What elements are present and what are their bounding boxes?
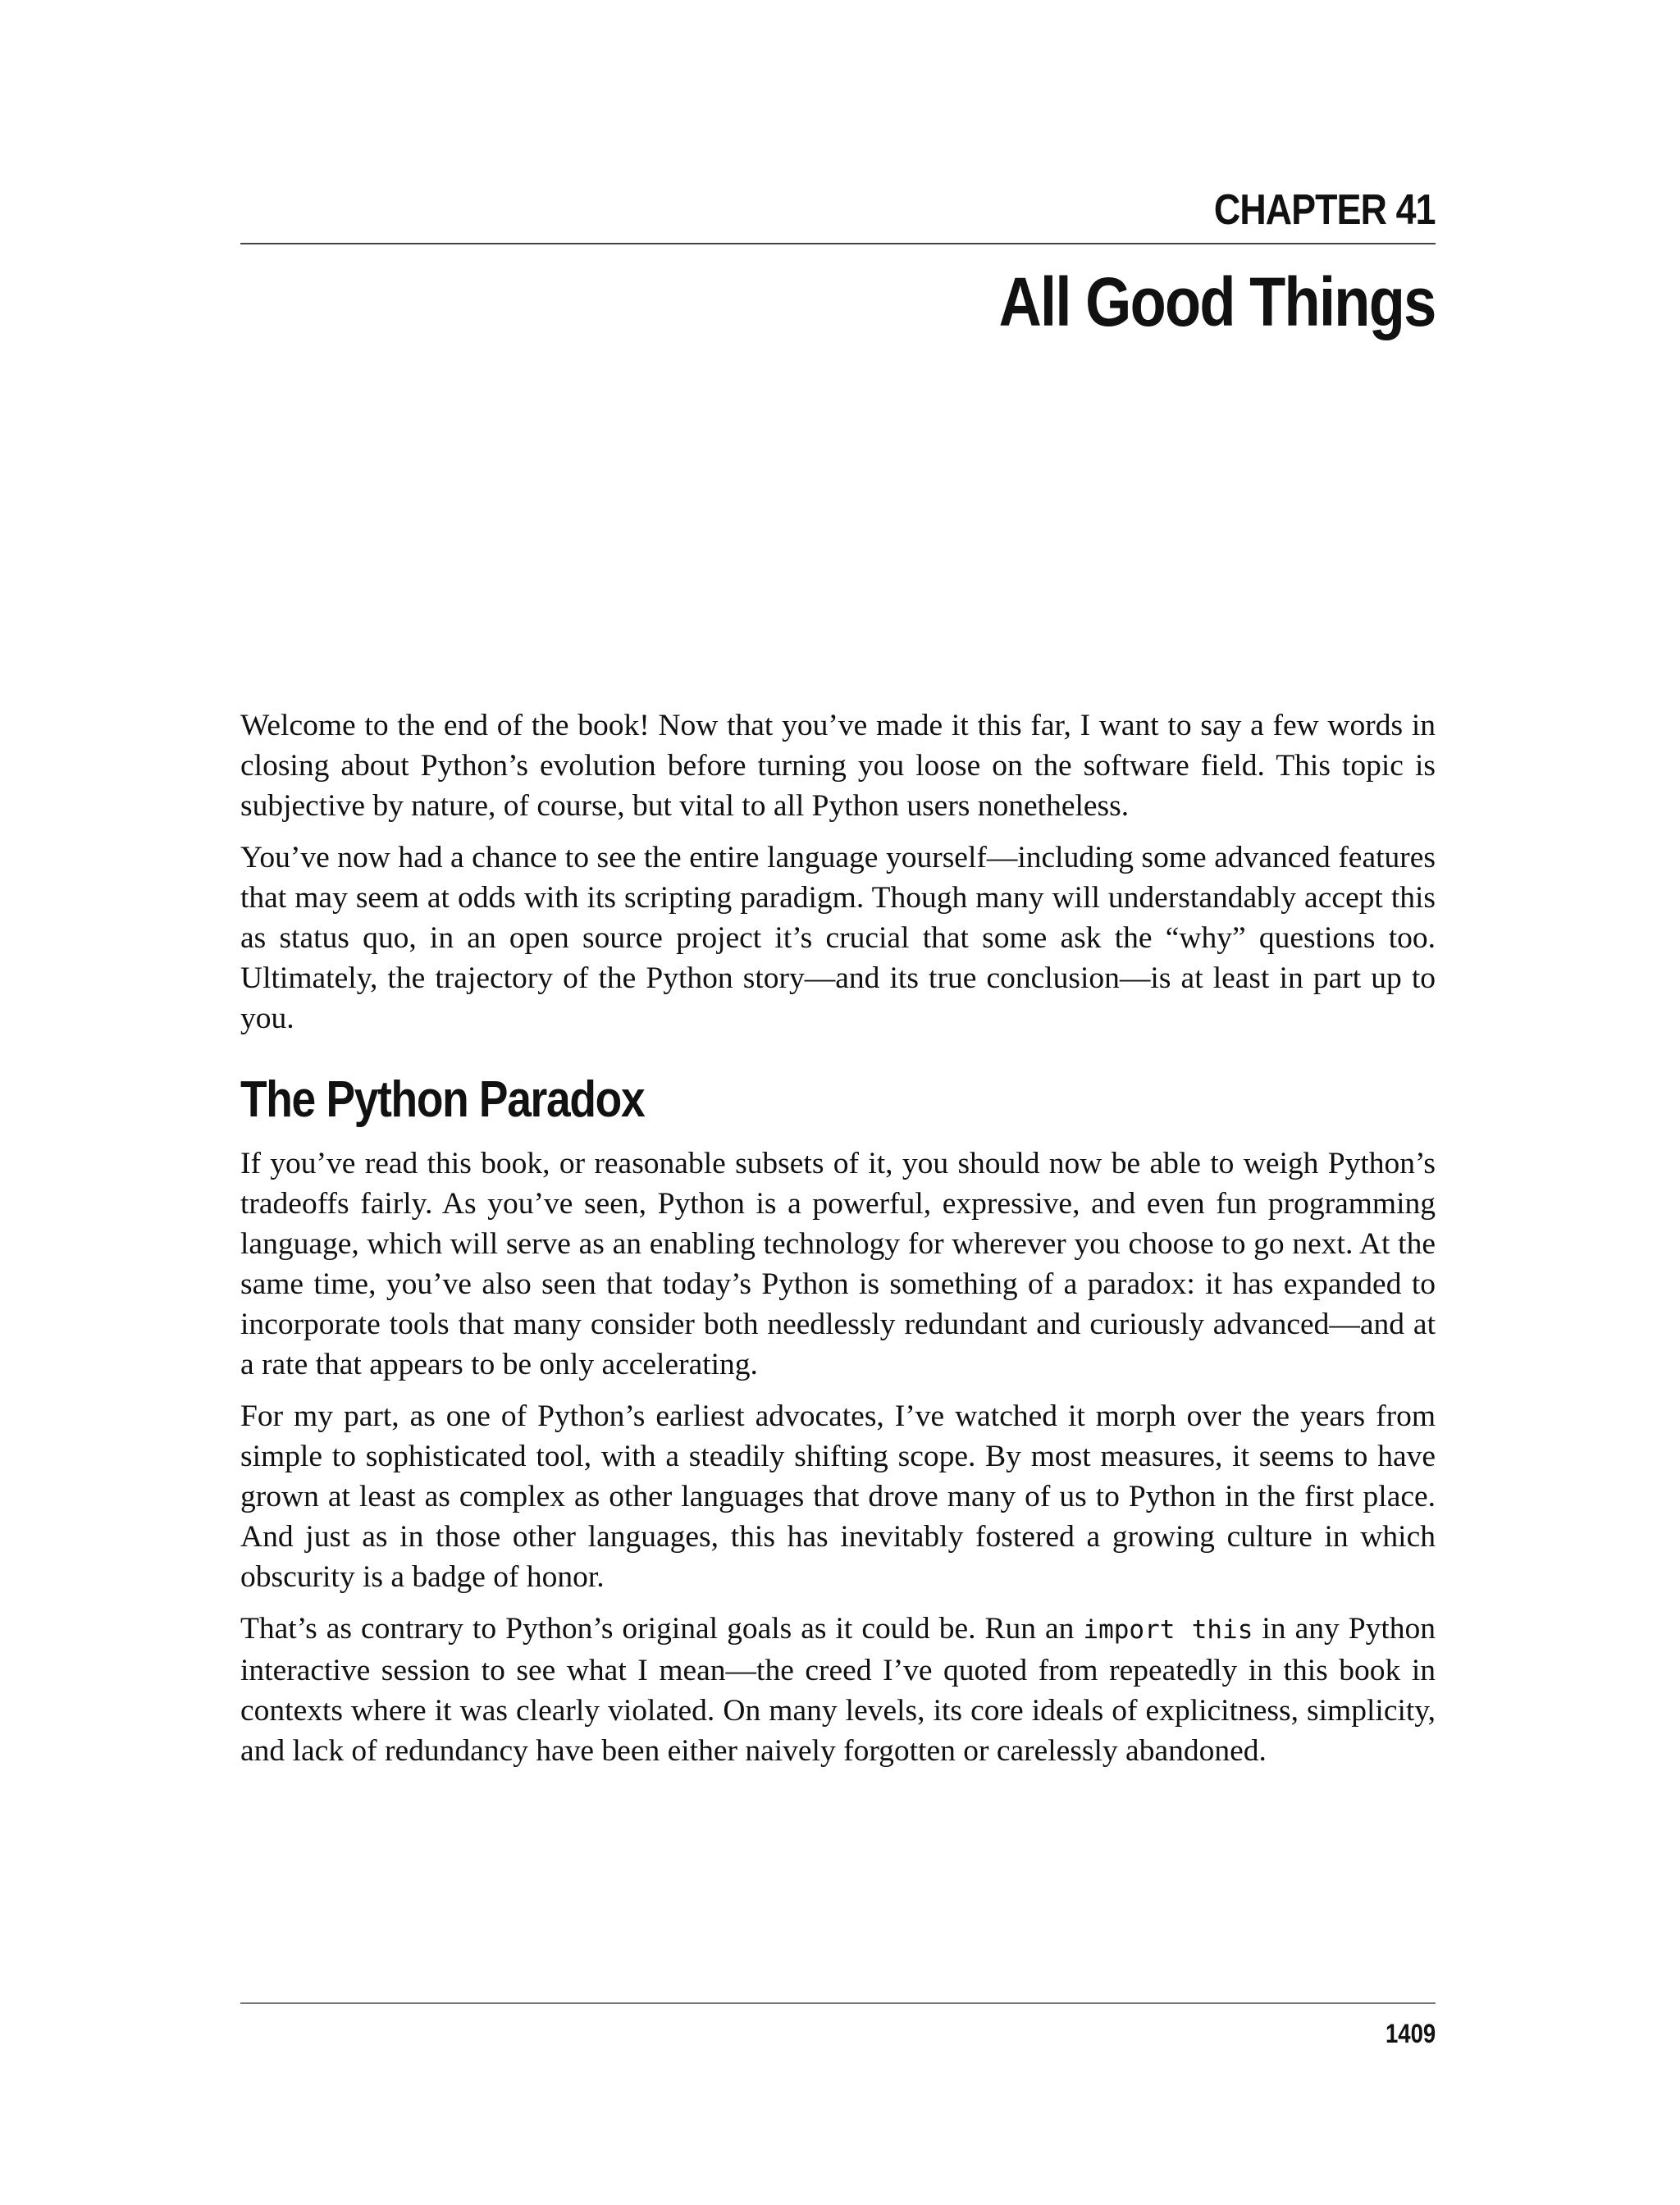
intro-paragraph-2: You’ve now had a chance to see the entire language yourself—including some advanced features that may seem at odds with its scripting paradigm. Though many will understandably accept this as status quo, in an open source project it’s crucial that some ask the “why” questions too. Ultimately, the trajectory of the Python story—and its true conclusion—is at least in part up to you.	[240, 841, 1436, 1035]
paragraph-text-before-code: That’s as contrary to Python’s original goals as it could be. Run an	[240, 1611, 1084, 1646]
chapter-title: All Good Things	[999, 263, 1436, 340]
chapter-label: CHAPTER 41	[1214, 186, 1436, 234]
section-paragraph-1: If you’ve read this book, or reasonable subsets of it, you should now be able to weigh Python’s tradeoffs fairly. As you’ve seen, Python is a powerful, expressive, and even fun programming language, which will serve as an enabling technology for wherever you choose to go next. At the same time, you’ve also seen that today’s Python is something of a paradox: it has expanded to incorporate tools that many consider both needlessly redundant and curiously advanced—and at a rate that appears to be only accelerating.	[240, 1146, 1436, 1381]
chapter-rule	[240, 243, 1436, 244]
section-paragraph-2: For my part, as one of Python’s earliest advocates, I’ve watched it morph over the years from simple to sophisticated tool, with a steadily shifting scope. By most measures, it seems to have grown at least as complex as other languages that drove many of us to Python in the first place. And just as in those other languages, this has inevitably fostered a growing culture in which obscurity is a badge of honor.	[240, 1399, 1436, 1594]
section-heading: The Python Paradox	[240, 1071, 645, 1128]
paragraph-text-after-code: in any Python interactive session to see what I mean—the creed I’ve quoted from repeatedly in this book in contexts where it was clearly violated. On many levels, its core ideals of explicitness, simplicity, and lack of redundancy have been either naively forgotten or carelessly abandoned.	[240, 1611, 1436, 1768]
intro-paragraph-1: Welcome to the end of the book! Now that you’ve made it this far, I want to say a few words in closing about Python’s evolution before turning you loose on the software field. This topic is subjective by nature, of course, but vital to all Python users nonetheless.	[240, 709, 1436, 823]
footer-rule	[240, 2002, 1436, 2004]
inline-code-import-this: import this	[1083, 1614, 1253, 1645]
page-number: 1409	[1385, 2019, 1436, 2048]
section-paragraph-3	[240, 1609, 1436, 1771]
book-page	[240, 0, 1436, 2205]
body-text	[240, 705, 1436, 1783]
